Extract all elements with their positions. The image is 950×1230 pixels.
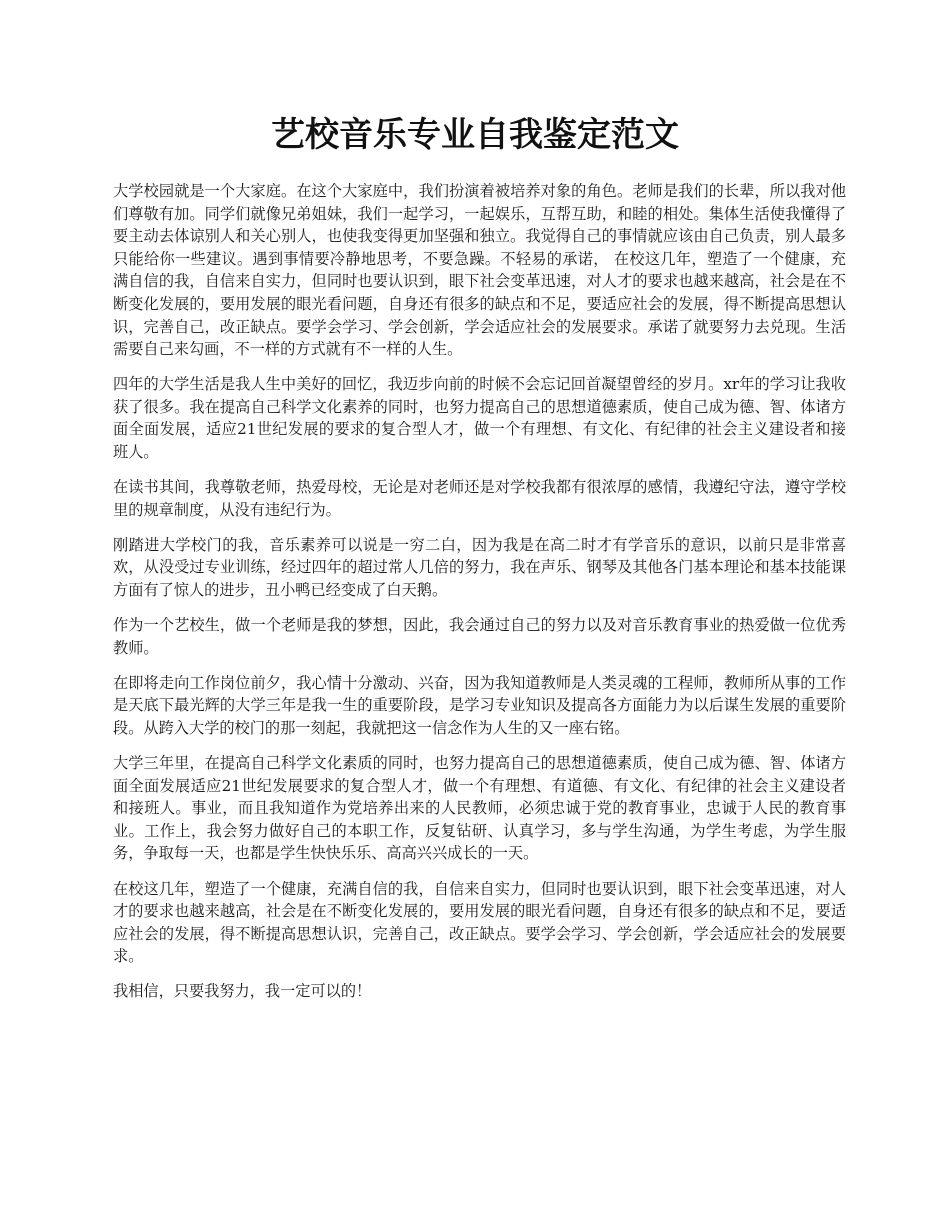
paragraph: 刚踏进大学校门的我，音乐素养可以说是一穷二白，因为我是在高二时才有学音乐的意识，以前只是非常喜欢，从没受过专业训练，经过四年的超过常人几倍的努力，我在声乐、钢琴及其他各门基本理论和基本技能课方面有了惊人的进步，丑小鸭已经变成了白天鹅。 — [113, 535, 846, 599]
page-title: 艺校音乐专业自我鉴定范文 — [271, 115, 679, 155]
paragraph: 作为一个艺校生，做一个老师是我的梦想，因此，我会通过自己的努力以及对音乐教育事业的热爱做一位优秀教师。 — [113, 616, 846, 657]
paragraph: 我相信，只要我努力，我一定可以的！ — [113, 982, 372, 1001]
paragraph: 在校这几年，塑造了一个健康，充满自信的我，自信来自实力，但同时也要认识到，眼下社会变革迅速，对人才的要求也越来越高，社会是在不断变化发展的，要用发展的眼光看问题，自身还有很多的缺点和不足，要适应社会的发展，得不断提高思想认识，完善自己，改正缺点。要学会学习、学会创新，学会适应社会的发展要求。 — [113, 879, 846, 966]
paragraph: 四年的大学生活是我人生中美好的回忆，我迈步向前的时候不会忘记回首凝望曾经的岁月。xr年的学习让我收获了很多。我在提高自己科学文化素养的同时，也努力提高自己的思想道德素质，使自己成为德、智、体诸方面全面发展，适应21世纪发展的要求的复合型人才，做一个有理想、有文化、有纪律的社会主义建设者和接班人。 — [113, 375, 846, 462]
paragraph: 大学校园就是一个大家庭。在这个大家庭中，我们扮演着被培养对象的角色。老师是我们的长辈，所以我对他们尊敬有加。同学们就像兄弟姐妹，我们一起学习，一起娱乐，互帮互助，和睦的相处。集体生活使我懂得了要主动去体谅别人和关心别人，也使我变得更加坚强和独立。我觉得自己的事情就应该由自己负责，别人最多只能给你一些建议。遇到事情要冷静地思考，不要急躁。不轻易的承诺， 在校这几年，塑造了一个健康，充满自信的我，自信来自实力，但同时也要认识到，眼下社会变革迅速，对人才的要求也越来越高，社会是在不断变化发展的，要用发展的眼光看问题，自身还有很多的缺点和不足，要适应社会的发展，得不断提高思想认识，完善自己，改正缺点。要学会学习、学会创新，学会适应社会的发展要求。承诺了就要努力去兑现。生活需要自己来勾画，不一样的方式就有不一样的人生。 — [113, 182, 846, 359]
document-body — [113, 180, 846, 1016]
paragraph: 在读书其间，我尊敬老师，热爱母校，无论是对老师还是对学校我都有很浓厚的感情，我遵纪守法，遵守学校里的规章制度，从没有违纪行为。 — [113, 478, 846, 519]
paragraph: 在即将走向工作岗位前夕，我心情十分激动、兴奋，因为我知道教师是人类灵魂的工程师，教师所从事的工作是天底下最光辉的大学三年是我一生的重要阶段，是学习专业知识及提高各方面能力为以后谋生发展的重要阶段。从跨入大学的校门的那一刻起，我就把这一信念作为人生的又一座右铭。 — [113, 673, 846, 737]
paragraph: 大学三年里，在提高自己科学文化素质的同时，也努力提高自己的思想道德素质，使自己成为德、智、体诸方面全面发展适应21世纪发展要求的复合型人才，做一个有理想、有道德、有文化、有纪律的社会主义建设者和接班人。事业，而且我知道作为党培养出来的人民教师，必须忠诚于党的教育事业，忠诚于人民的教育事业。工作上，我会努力做好自己的本职工作，反复钻研、认真学习，多与学生沟通，为学生考虑，为学生服务，争取每一天，也都是学生快快乐乐、高高兴兴成长的一天。 — [113, 754, 846, 863]
